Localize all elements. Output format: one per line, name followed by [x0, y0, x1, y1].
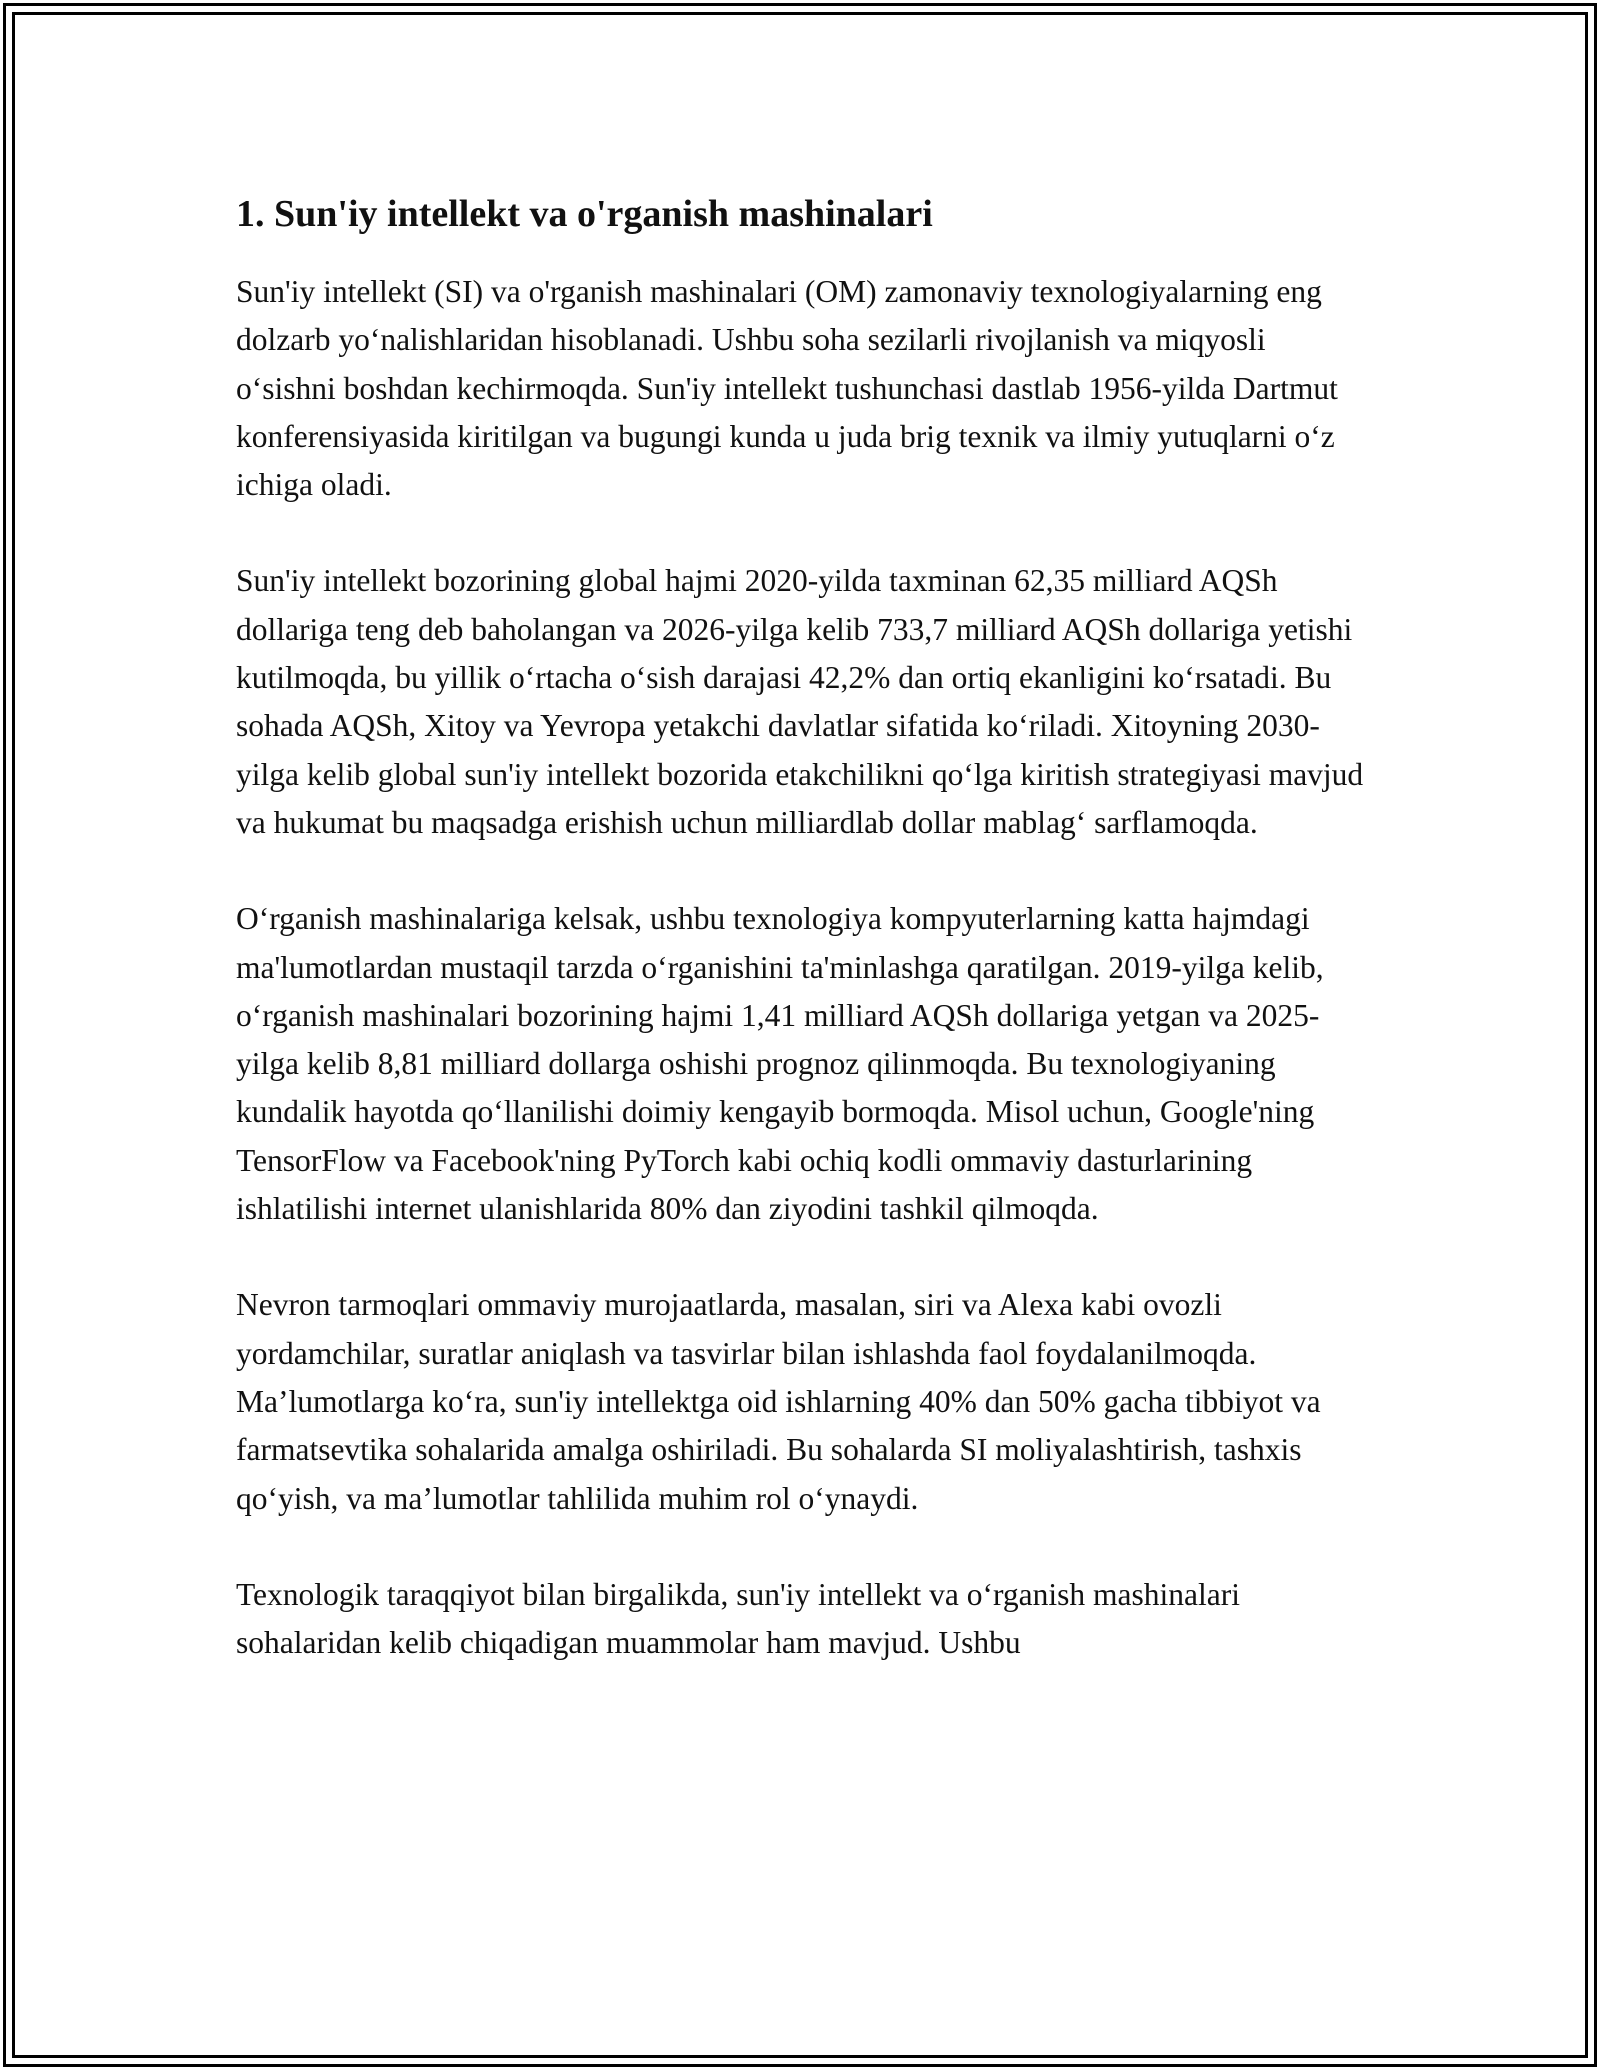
section-heading: 1. Sun'iy intellekt va o'rganish mashinalari: [236, 193, 933, 235]
paragraph-neural-networks: Nevron tarmoqlari ommaviy murojaatlarda, masalan, siri va Alexa kabi ovozli yordamchilar, suratlar aniqlash va tasvirlar bilan ishlashda faol foydalanilmoqda. Ma’lumotlarga ko‘ra, sun'iy intellektga oid ishlarning 40% dan 50% gacha tibbiyot va farmatsevtika sohalarida amalga oshiriladi. Bu sohalarda SI moliyalashtirish, tashxis qo‘yish, va ma’lumotlar tahlilida muhim rol o‘ynaydi.: [236, 1287, 1321, 1516]
paragraph-intro: Sun'iy intellekt (SI) va o'rganish mashinalari (OM) zamonaviy texnologiyalarning eng dolzarb yo‘nalishlaridan hisoblanadi. Ushbu soha sezilarli rivojlanish va miqyosli o‘sishni boshdan kechirmoqda. Sun'iy intellekt tushunchasi dastlab 1956-yilda Dartmut konferensiyasida kiritilgan va bugungi kunda u juda brig texnik va ilmiy yutuqlarni o‘z ichiga oladi.: [236, 274, 1338, 503]
paragraph-machine-learning: O‘rganish mashinalariga kelsak, ushbu texnologiya kompyuterlarning katta hajmdagi ma'lumotlardan mustaqil tarzda o‘rganishini ta'minlashga qaratilgan. 2019-yilga kelib, o‘rganish mashinalari bozorining hajmi 1,41 milliard AQSh dollariga yetgan va 2025-yilga kelib 8,81 milliard dollarga oshishi prognoz qilinmoqda. Bu texnologiyaning kundalik hayotda qo‘llanilishi doimiy kengayib bormoqda. Misol uchun, Google'ning TensorFlow va Facebook'ning PyTorch kabi ochiq kodli ommaviy dasturlarining ishlatilishi internet ulanishlarida 80% dan ziyodini tashkil qilmoqda.: [236, 901, 1324, 1227]
paragraph-challenges: Texnologik taraqqiyot bilan birgalikda, sun'iy intellekt va o‘rganish mashinalari sohalaridan kelib chiqadigan muammolar ham mavjud. Ushbu: [236, 1576, 1240, 1661]
document-body: [236, 186, 1366, 1715]
paragraph-ai-market: Sun'iy intellekt bozorining global hajmi 2020-yilda taxminan 62,35 milliard AQSh dollariga teng deb baholangan va 2026-yilga kelib 733,7 milliard AQSh dollariga yetishi kutilmoqda, bu yillik o‘rtacha o‘sish darajasi 42,2% dan ortiq ekanligini ko‘rsatadi. Bu sohada AQSh, Xitoy va Yevropa yetakchi davlatlar sifatida ko‘riladi. Xitoyning 2030-yilga kelib global sun'iy intellekt bozorida etakchilikni qo‘lga kiritish strategiyasi mavjud va hukumat bu maqsadga erishish uchun milliardlab dollar mablag‘ sarflamoqda.: [236, 563, 1364, 840]
